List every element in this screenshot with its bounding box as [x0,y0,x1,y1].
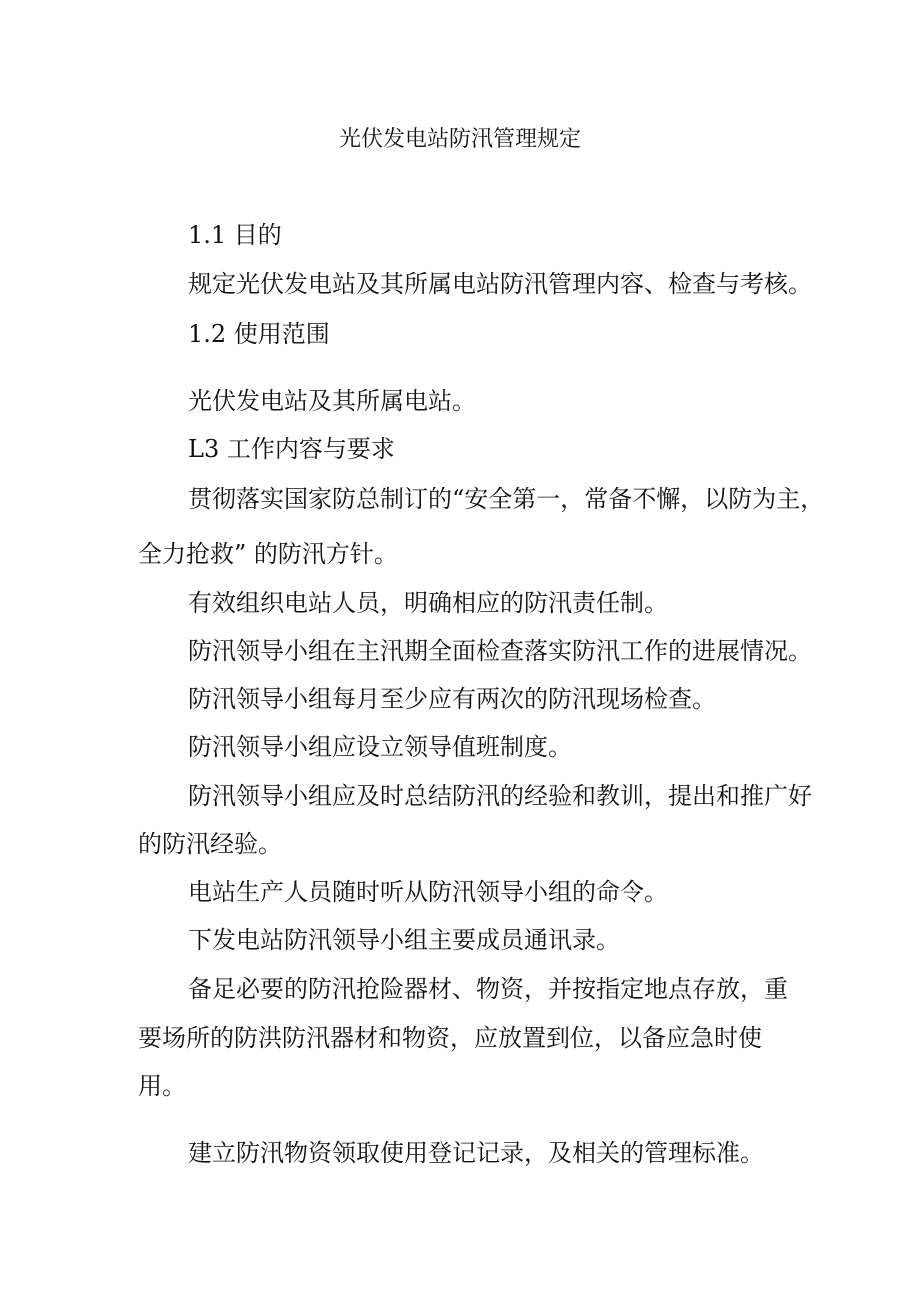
paragraph-9-line-2: 要场所的防洪防汛器材和物资，应放置到位，以备应急时使 [138,1024,762,1052]
paragraph-8: 下发电站防汛领导小组主要成员通讯录。 [188,926,620,954]
paragraph-6-line-1: 防汛领导小组应及时总结防汛的经验和教训，提出和推广好 [188,782,812,810]
paragraph-10: 建立防汛物资领取使用登记记录，及相关的管理标准。 [188,1139,764,1167]
paragraph-9-line-1: 备足必要的防汛抢险器材、物资，并按指定地点存放，重 [188,975,788,1003]
section-2-body: 光伏发电站及其所属电站。 [188,387,476,415]
section-1-body: 规定光伏发电站及其所属电站防汛管理内容、检查与考核。 [188,270,812,298]
section-3-heading: L3 工作内容与要求 [188,435,395,463]
paragraph-2: 有效组织电站人员，明确相应的防汛责任制。 [188,589,668,617]
section-1-heading: 1.1 目的 [188,221,282,249]
paragraph-4: 防汛领导小组每月至少应有两次的防汛现场检查。 [188,685,716,713]
section-2-heading: 1.2 使用范围 [188,320,330,348]
paragraph-3: 防汛领导小组在主汛期全面检查落实防汛工作的进展情况。 [188,637,812,665]
paragraph-7: 电站生产人员随时听从防汛领导小组的命令。 [188,878,668,906]
paragraph-9-line-3: 用。 [138,1072,186,1100]
paragraph-6-line-2: 的防汛经验。 [138,830,282,858]
page-title: 光伏发电站防汛管理规定 [338,127,581,152]
paragraph-5: 防汛领导小组应设立领导值班制度。 [188,733,572,761]
paragraph-1-line-2: 全力抢救” 的防汛方针。 [138,540,398,568]
paragraph-1-line-1: 贯彻落实国家防总制订的“安全第一，常备不懈，以防为主， [188,485,825,513]
